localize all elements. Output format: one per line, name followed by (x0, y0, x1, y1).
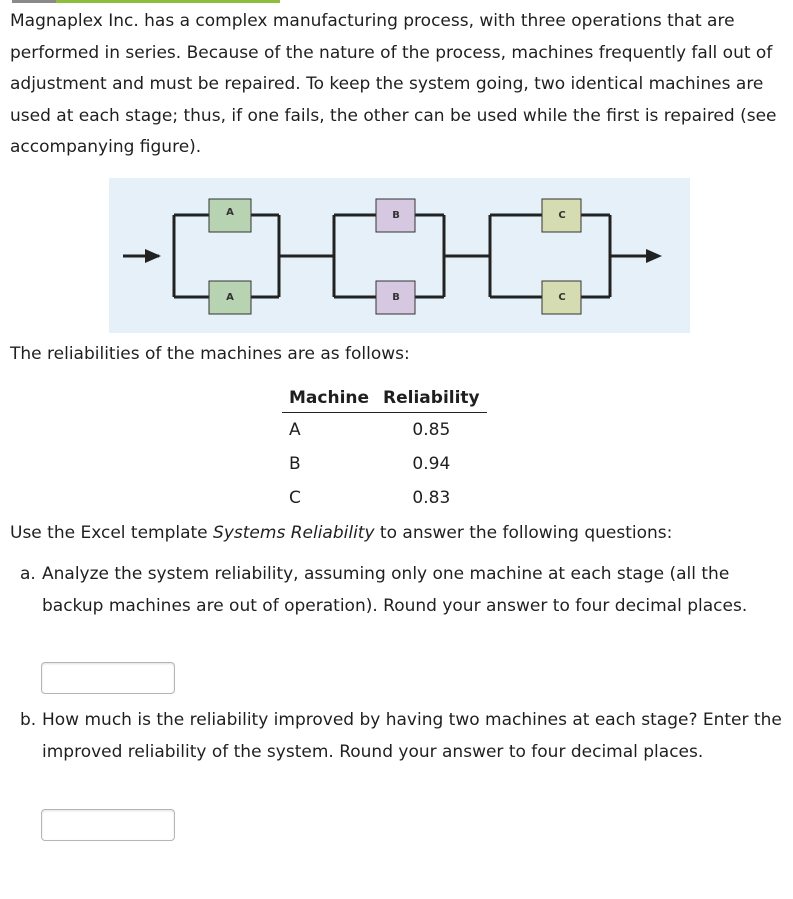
answer-b-input[interactable] (41, 809, 175, 841)
machine-c-bottom-label: C (558, 292, 566, 303)
question-b (20, 705, 785, 768)
reliability-cell: 0.94 (412, 454, 451, 474)
machine-cell: C (289, 488, 301, 508)
machine-a-bottom-label: A (226, 292, 234, 303)
machine-b-bottom-label: B (392, 292, 400, 303)
diagram-svg (109, 178, 690, 333)
reliability-cell: 0.83 (412, 488, 451, 508)
machine-c-top-label: C (558, 210, 566, 221)
top-accent-bar (12, 0, 280, 4)
problem-intro: Magnaplex Inc. has a complex manufacturing process, with three operations that are performed in series. Because of the nature of the process, machines frequently fall out of adjustment and must be repaired. To keep the system going, two identical machines are used at each stage; thus, if one fails, the other can be used while the first is repaired (see accompanying figure). (10, 11, 777, 158)
machine-a-top-label: A (226, 207, 234, 218)
reliabilities-intro: The reliabilities of the machines are as follows: (10, 344, 410, 364)
template-name: Systems Reliability (213, 523, 375, 543)
system-diagram (109, 178, 690, 333)
question-a-text: Analyze the system reliability, assuming only one machine at each stage (all the backup machines are out of operation). Round your answer to four decimal places. (42, 564, 748, 616)
input-arrow-icon (145, 249, 161, 263)
output-arrow-icon (646, 249, 662, 263)
question-a (20, 559, 785, 622)
header-machine: Machine (282, 384, 376, 413)
table-row (282, 447, 487, 481)
answer-a-input[interactable] (41, 662, 175, 694)
table-row (282, 413, 487, 448)
table-row (282, 481, 487, 515)
machine-cell: B (289, 454, 301, 474)
reliability-cell: 0.85 (412, 420, 451, 440)
instruction-text: Use the Excel template Systems Reliability to answer the following questions: (10, 523, 673, 543)
machine-cell: A (289, 420, 301, 440)
table-header-row (282, 384, 487, 413)
machine-b-top-label: B (392, 210, 400, 221)
question-b-label: b. (20, 710, 37, 730)
header-reliability: Reliability (376, 384, 487, 413)
reliability-table (282, 384, 487, 515)
question-a-label: a. (20, 564, 36, 584)
question-b-text: How much is the reliability improved by having two machines at each stage? Enter the improved reliability of the system. Round your answer to four decimal places. (42, 710, 782, 762)
